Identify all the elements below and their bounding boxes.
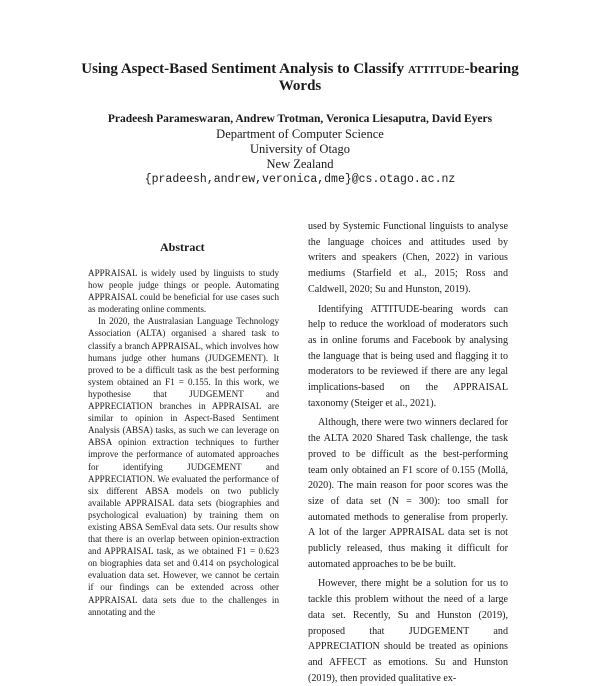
author-block: [40, 112, 560, 187]
paper-title: [60, 61, 540, 95]
university: University of Otago: [250, 142, 350, 156]
abstract-paragraph: APPRAISAL is widely used by linguists to study how people judge things or people. Automating APPRAISAL could be beneficial for use cases such as moderating online comments.: [88, 268, 279, 315]
title-part-1: Using Aspect-Based Sentiment Analysis to Classify: [81, 61, 408, 77]
abstract-column: [88, 267, 279, 618]
abstract-paragraph: In 2020, the Australasian Language Technology Association (ALTA) organised a shared task to classify a branch APPRAISAL, which involves how humans judge other humans (JUDGEMENT). It proved to be a difficult task as the best performing system obtained an F1 = 0.155. In this work, we hypothesise that JUDGEMENT and APPRECIATION branches in APPRAISAL are similar to opinion in Aspect-Based Sentiment Analysis (ABSA) tasks, as such we can leverage on ABSA opinion extraction techniques to further improve the performance of automated approaches for identifying JUDGEMENT and APPRECIATION. We evaluated the performance of six different ABSA models on two publicly available APPRAISAL data sets (biographies and psychological evaluation) by training them on existing ABSA SemEval data sets. Our results show that there is an overlap between opinion-extraction and APPRAISAL task, as we obtained F1 = 0.623 on biographies data set and 0.414 on psychological evaluation data set. However, we cannot be certain if our findings can be extended across other APPRAISAL data sets due to the challenges in annotating and the: [88, 316, 279, 617]
body-paragraph: used by Systemic Functional linguists to analyse the language choices and attitudes used by writers and speakers (Chen, 2022) in various mediums (Starfield et al., 2015; Ross and Caldwell, 2020; Su and Hunston, 2019).: [308, 221, 508, 295]
body-paragraph: Although, there were two winners declared for the ALTA 2020 Shared Task challenge, the task proved to be difficult as the best-performing team only obtained an F1 score of 0.155 (Mollá, 2020). The main reason for poor scores was the size of data set (N = 300): too small for automated methods to generalise from properly. A lot of the larger APPRAISAL data set is not publicly released, thus making it difficult for automated approaches to be be built.: [308, 417, 508, 570]
country: New Zealand: [266, 157, 334, 171]
body-paragraph: However, there might be a solution for us to tackle this problem without the need of a large data set. Recently, Su and Hunston (2019), proposed that JUDGEMENT and APPRECIATION should be treated as opinions and AFFECT as emotions. Su and Hunston (2019), then provided qualitative ex-: [308, 578, 508, 684]
abstract-heading: Abstract: [160, 240, 205, 254]
author-emails: {pradeesh,andrew,veronica,dme}@cs.otago.ac.nz: [144, 173, 456, 186]
department: Department of Computer Science: [216, 127, 384, 141]
title-part-2: -bearing Words: [278, 61, 519, 94]
title-smallcaps: attitude: [407, 61, 465, 77]
author-names: Pradeesh Parameswaran, Andrew Trotman, Veronica Liesaputra, David Eyers: [107, 113, 493, 125]
body-paragraph: Identifying ATTITUDE-bearing words can help to reduce the workload of moderators such as in online forums and Facebook by analysing the language that is being used and flagging it to moderators to be reviewed if there are any legal implications-based on the APPRAISAL taxonomy (Steiger et al., 2021).: [308, 303, 508, 409]
body-column: [308, 219, 508, 686]
